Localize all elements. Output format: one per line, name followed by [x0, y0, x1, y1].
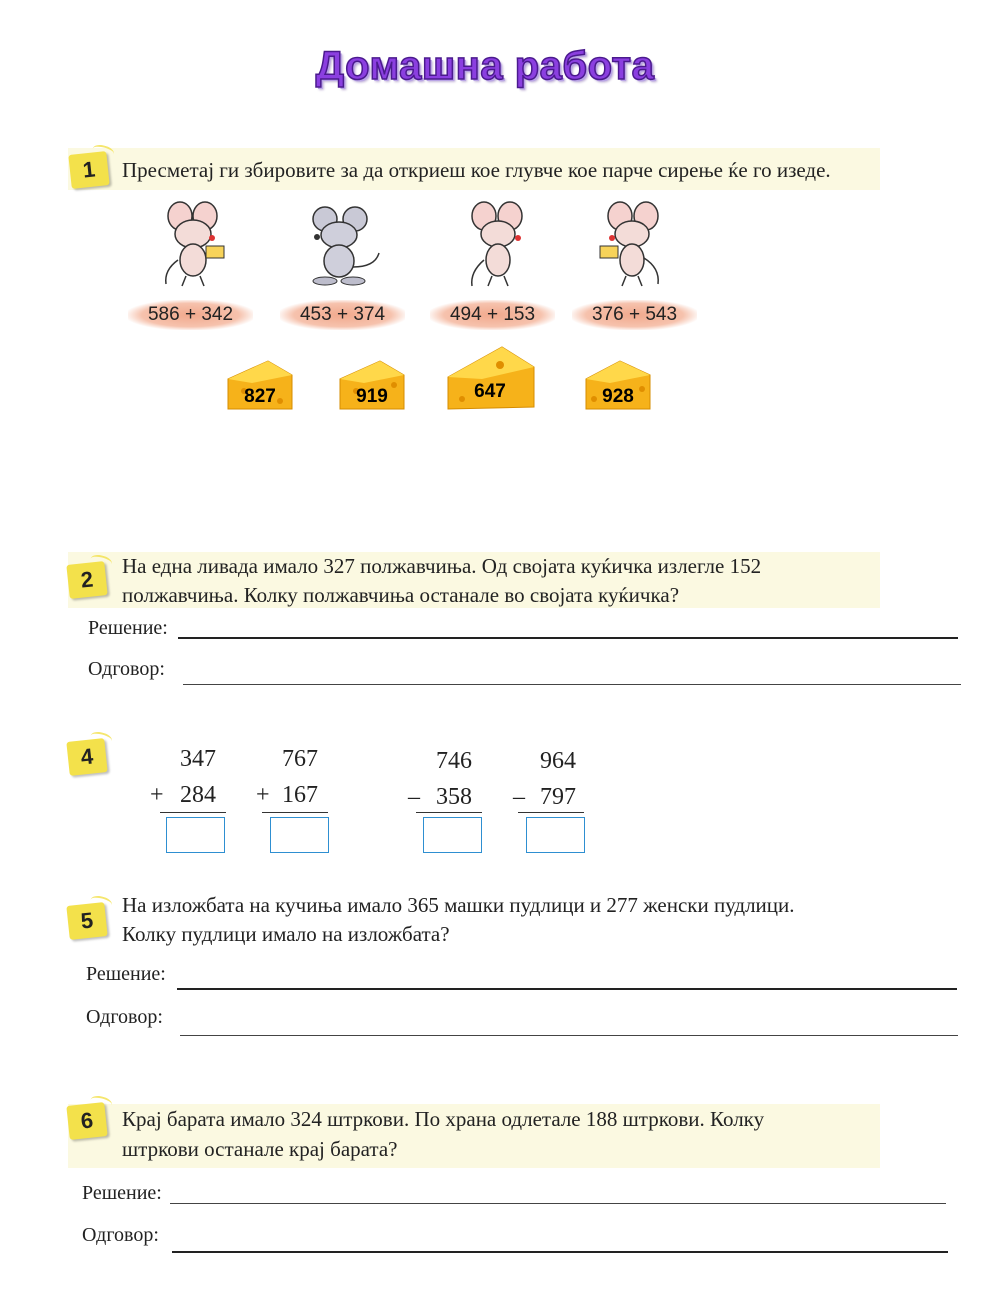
- cheese-1-number: 827: [244, 386, 276, 407]
- calc1-op: +: [150, 782, 164, 808]
- calc4-op: –: [513, 784, 525, 810]
- calc3-op: –: [408, 784, 420, 810]
- task2-number-badge: 2: [66, 561, 107, 599]
- calc1-bottom: 284: [180, 782, 216, 808]
- task2-answer-line[interactable]: [183, 684, 961, 685]
- task6-answer-label: Одговор:: [82, 1224, 159, 1246]
- calc3-underline: [416, 812, 482, 813]
- task6-solution-label: Решение:: [82, 1182, 162, 1204]
- cheese-4-number: 928: [602, 386, 634, 407]
- task2-solution-line[interactable]: [178, 637, 958, 639]
- calc4-bottom: 797: [540, 784, 576, 810]
- mouse-4-image: [594, 198, 674, 288]
- task5-solution-line[interactable]: [177, 988, 957, 990]
- task2-line2: полжавчиња. Колку полжавчиња останале во својата куќичка?: [122, 583, 680, 607]
- sum-label-1: 586 + 342: [128, 300, 253, 330]
- calc4-underline: [518, 812, 584, 813]
- calc3-bottom: 358: [436, 784, 472, 810]
- cheese-1[interactable]: [222, 355, 296, 415]
- calc3-answer-box[interactable]: [423, 817, 482, 853]
- calc2-op: +: [256, 782, 270, 808]
- task2-line1: На една ливада имало 327 полжавчиња. Од својата куќичка излегле 152: [122, 554, 762, 578]
- calc3-top: 746: [436, 748, 472, 774]
- task6-number-badge: 6: [66, 1102, 107, 1140]
- task4-number-badge: 4: [66, 738, 107, 776]
- task5-solution-label: Решение:: [86, 963, 166, 985]
- mouse-2-image: [295, 205, 385, 287]
- calc1-answer-box[interactable]: [166, 817, 225, 853]
- task1-instruction: Пресметај ги збировите за да откриеш кое глувче кое парче сирење ќе го изеде.: [122, 158, 831, 182]
- calc1-top: 347: [180, 746, 216, 772]
- task5-line1: На изложбата на кучиња имало 365 машки пудлици и 277 женски пудлици.: [122, 893, 795, 917]
- calc2-top: 767: [282, 746, 318, 772]
- mouse-3-image: [458, 198, 538, 288]
- task5-line2: Колку пудлици имало на изложбата?: [122, 922, 450, 946]
- task2-answer-label: Одговор:: [88, 658, 165, 680]
- task6-line2: штркови останале крај барата?: [122, 1137, 398, 1161]
- sum-label-3: 494 + 153: [430, 300, 555, 330]
- task6-solution-line[interactable]: [170, 1203, 946, 1204]
- sum-label-2: 453 + 374: [280, 300, 405, 330]
- cheese-3[interactable]: [442, 343, 538, 415]
- calc2-answer-box[interactable]: [270, 817, 329, 853]
- calc4-top: 964: [540, 748, 576, 774]
- task5-answer-line[interactable]: [180, 1035, 958, 1036]
- mouse-1-image: [150, 198, 240, 288]
- cheese-3-number: 647: [474, 381, 506, 402]
- task6-line1: Крај барата имало 324 штркови. По храна одлетале 188 штркови. Колку: [122, 1107, 765, 1131]
- task2-solution-label: Решение:: [88, 617, 168, 639]
- task5-answer-label: Одговор:: [86, 1006, 163, 1028]
- sum-label-4: 376 + 543: [572, 300, 697, 330]
- task1-number-badge: 1: [68, 151, 109, 189]
- cheese-2[interactable]: [334, 355, 408, 415]
- page-title: Домашна работа: [315, 44, 655, 88]
- calc2-underline: [262, 812, 328, 813]
- task5-number-badge: 5: [66, 902, 107, 940]
- calc4-answer-box[interactable]: [526, 817, 585, 853]
- calc2-bottom: 167: [282, 782, 318, 808]
- cheese-2-number: 919: [356, 386, 388, 407]
- cheese-4[interactable]: [580, 355, 654, 415]
- task6-answer-line[interactable]: [172, 1251, 948, 1253]
- calc1-underline: [160, 812, 226, 813]
